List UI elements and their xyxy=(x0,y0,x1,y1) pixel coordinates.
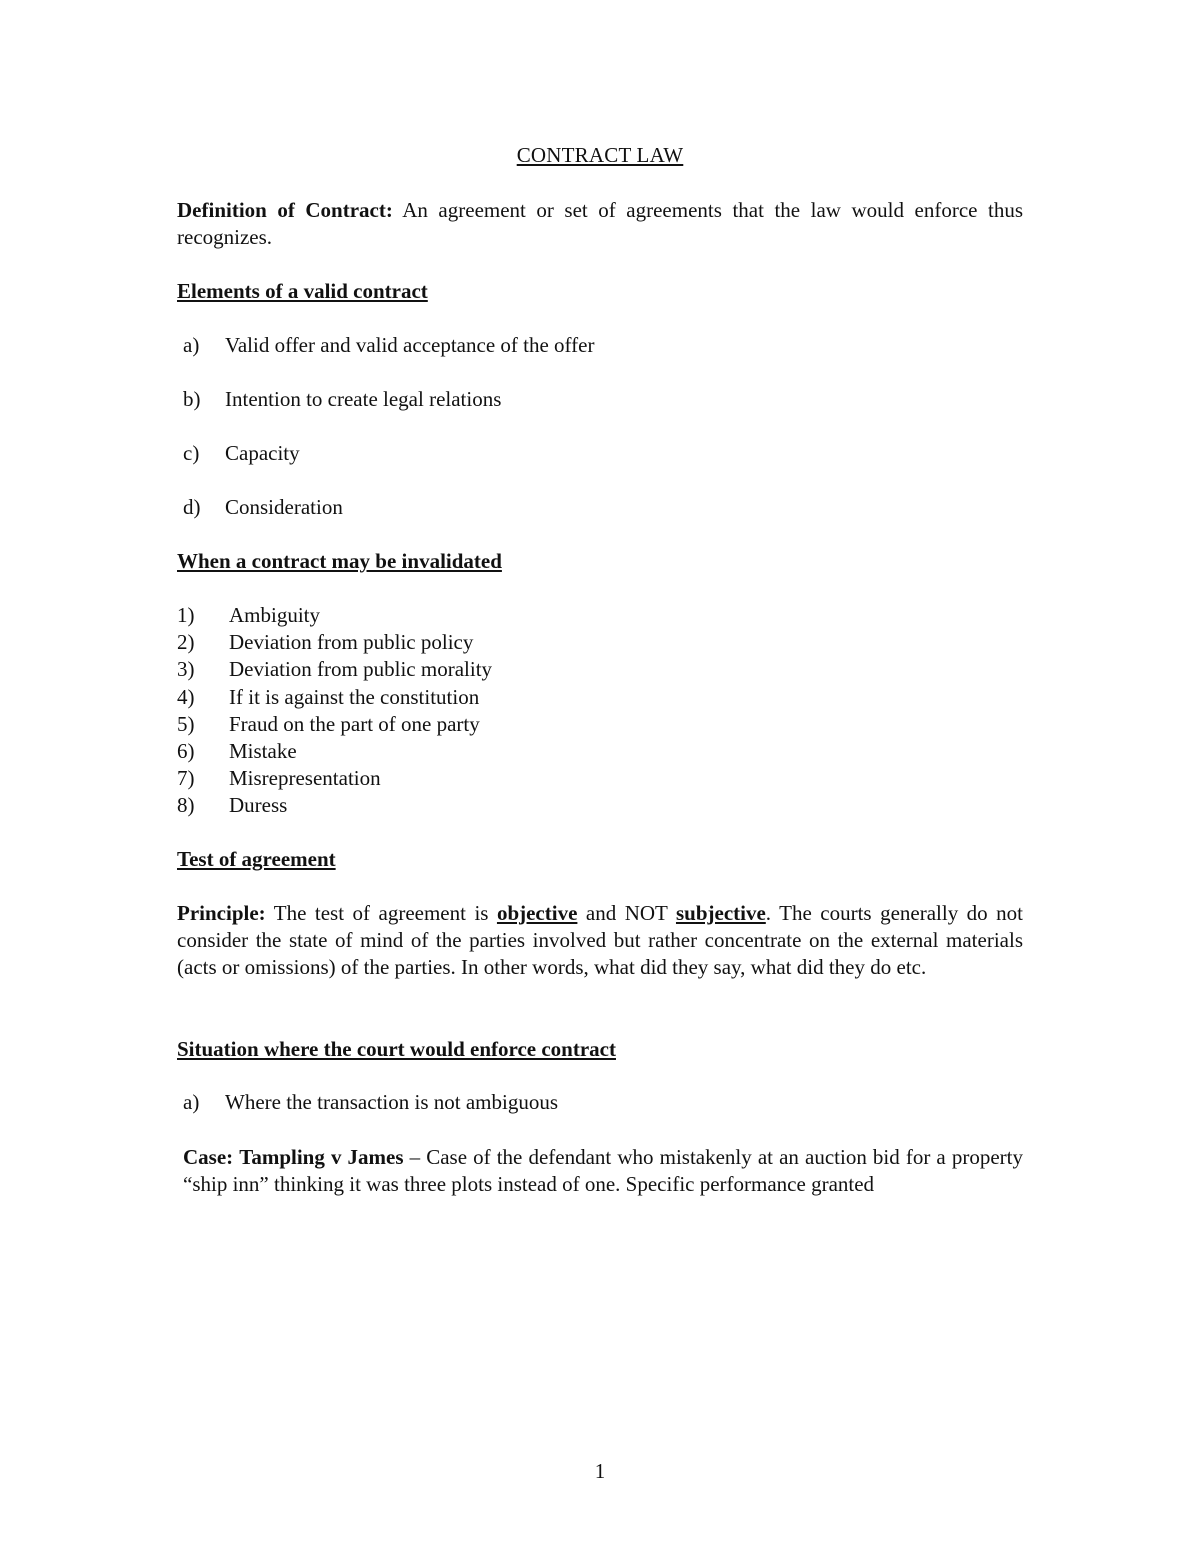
invalidated-heading: When a contract may be invalidated xyxy=(177,549,502,573)
case-text: – Case of the defendant who mistakenly at an auction bid for a property “ship inn” thinking it was three plots instead of one. Specific performance granted xyxy=(183,1145,1023,1196)
list-item-text: Intention to create legal relations xyxy=(225,387,502,411)
list-marker: 4) xyxy=(177,684,195,709)
list-item xyxy=(177,602,492,629)
list-marker: 3) xyxy=(177,657,195,682)
list-item xyxy=(183,1089,558,1116)
list-marker: 8) xyxy=(177,793,195,818)
subjective-term: subjective xyxy=(675,901,766,925)
case-paragraph xyxy=(183,1144,1023,1198)
list-item-text: Capacity xyxy=(225,441,300,465)
principle-text-middle: and NOT xyxy=(585,901,668,925)
list-marker: b) xyxy=(183,387,201,411)
list-item xyxy=(177,711,492,738)
list-marker: 6) xyxy=(177,739,195,764)
principle-label: Principle: xyxy=(177,901,266,925)
list-marker: a) xyxy=(183,1090,200,1114)
definition-paragraph xyxy=(177,197,1023,251)
elements-heading: Elements of a valid contract xyxy=(177,279,428,303)
list-marker: a) xyxy=(183,333,200,357)
list-marker: 5) xyxy=(177,711,195,736)
list-item xyxy=(177,684,492,711)
invalidated-list xyxy=(177,602,492,820)
list-item-text: Fraud on the part of one party xyxy=(229,711,480,736)
list-item xyxy=(183,494,343,521)
list-item xyxy=(183,440,300,467)
enforce-heading: Situation where the court would enforce contract xyxy=(177,1037,616,1061)
objective-term: objective xyxy=(496,901,578,925)
list-marker: c) xyxy=(183,441,200,465)
list-item-text: Misrepresentation xyxy=(229,766,381,791)
list-item xyxy=(177,629,492,656)
list-item-text: Ambiguity xyxy=(229,603,321,627)
list-item xyxy=(177,765,492,792)
list-item xyxy=(183,332,594,359)
list-marker: 7) xyxy=(177,766,195,791)
principle-paragraph xyxy=(177,900,1023,981)
principle-text-start: The test of agreement is xyxy=(273,901,489,925)
principle-text-end: . The courts generally do not consider the state of mind of the parties involved but rather concentrate on the external materials (acts or omissions) of the parties. In other words, what did they say, what did they do etc. xyxy=(177,901,1024,979)
list-item-text: Duress xyxy=(229,793,288,818)
case-name: Tampling v James xyxy=(239,1145,404,1169)
list-item-text: Deviation from public policy xyxy=(229,630,474,655)
list-marker: 1) xyxy=(177,603,195,627)
list-item-text: Valid offer and valid acceptance of the offer xyxy=(225,333,595,357)
list-item xyxy=(177,792,492,819)
list-item-text: Mistake xyxy=(229,739,297,764)
list-marker: d) xyxy=(183,495,201,519)
list-item-text: Consideration xyxy=(225,495,343,519)
page-number: 1 xyxy=(594,1459,606,1483)
definition-label: Definition of Contract: xyxy=(177,198,393,222)
list-item xyxy=(177,738,492,765)
document-title: CONTRACT LAW xyxy=(516,143,684,167)
list-item-text: If it is against the constitution xyxy=(229,684,480,709)
list-item-text: Deviation from public morality xyxy=(229,657,493,682)
list-item-text: Where the transaction is not ambiguous xyxy=(225,1090,558,1114)
test-heading: Test of agreement xyxy=(177,847,336,871)
definition-text: An agreement or set of agreements that the law would enforce thus recognizes. xyxy=(177,198,1024,249)
list-item xyxy=(183,386,501,413)
case-label: Case: xyxy=(183,1145,234,1169)
list-marker: 2) xyxy=(177,630,195,655)
list-item xyxy=(177,656,492,683)
